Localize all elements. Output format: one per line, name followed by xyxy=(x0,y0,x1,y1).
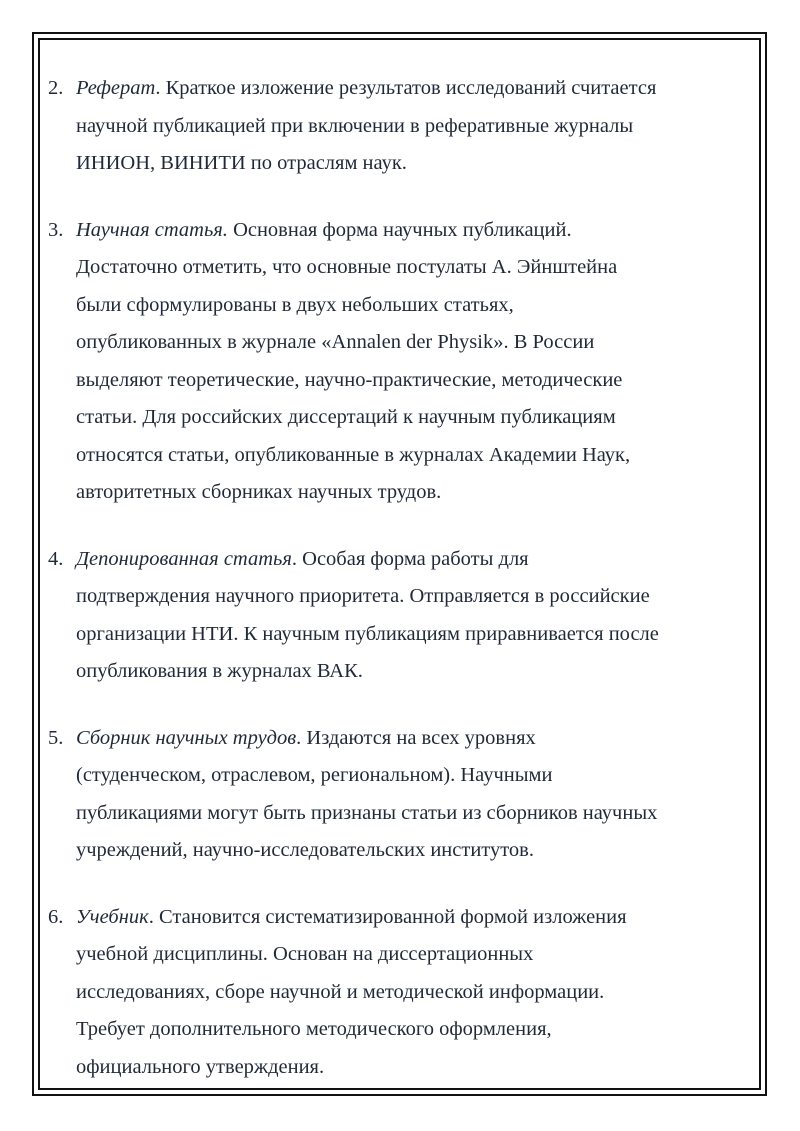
item-line: . Издаются на всех уровнях xyxy=(296,726,536,749)
item-line: авторитетных сборниках научных трудов. xyxy=(76,481,442,503)
item-line: исследованиях, сборе научной и методической информации. xyxy=(76,980,605,1003)
item-line: подтверждения научного приоритета. Отправляется в российские xyxy=(76,585,650,607)
item-term: Учебник xyxy=(76,905,149,928)
item-number: 6. xyxy=(48,905,64,928)
item-term: Реферат xyxy=(76,77,156,99)
list-item xyxy=(48,720,728,870)
item-line: организации НТИ. К научным публикациям приравнивается после xyxy=(76,622,659,645)
item-line: . Становится систематизированной формой изложения xyxy=(148,905,627,928)
item-line: учреждений, научно-исследовательских институтов. xyxy=(76,839,534,861)
item-number: 5. xyxy=(48,726,64,749)
item-line: (студенческом, отраслевом, региональном). Научными xyxy=(76,764,553,786)
item-line: учебной дисциплины. Основан на диссертационных xyxy=(76,943,534,965)
item-line: статьи. Для российских диссертаций к научным публикациям xyxy=(76,406,616,428)
item-line: Достаточно отметить, что основные постулаты А. Эйнштейна xyxy=(76,256,618,278)
item-line: . Особая форма работы для xyxy=(291,547,529,570)
list-item xyxy=(48,899,728,1087)
list-item xyxy=(48,70,728,183)
item-text xyxy=(76,541,728,691)
item-line: были сформулированы в двух небольших статьях, xyxy=(76,293,514,316)
item-line: опубликования в журналах ВАК. xyxy=(76,660,363,682)
item-line: официального утверждения. xyxy=(76,1055,325,1078)
item-line: Требует дополнительного методического оформления, xyxy=(76,1018,552,1040)
item-line: научной публикацией при включении в реферативные журналы xyxy=(76,114,634,137)
item-text xyxy=(76,899,728,1087)
item-term: Сборник научных трудов xyxy=(76,726,297,749)
list-item xyxy=(48,212,728,512)
item-term: Научная статья. xyxy=(76,218,228,241)
item-text xyxy=(76,212,728,512)
item-number: 3. xyxy=(48,218,64,241)
item-line: ИНИОН, ВИНИТИ по отраслям наук. xyxy=(76,152,407,174)
item-line: Основная форма научных публикаций. xyxy=(227,218,572,241)
item-term: Депонированная статья xyxy=(76,547,292,570)
document-body xyxy=(48,70,728,1115)
item-number: 4. xyxy=(48,547,64,570)
item-line: опубликованных в журнале «Annalen der Physik». В России xyxy=(76,331,595,353)
item-number: 2. xyxy=(48,77,64,99)
item-line: публикациями могут быть признаны статьи из сборников научных xyxy=(76,801,658,824)
item-text xyxy=(76,70,728,183)
item-line: выделяют теоретические, научно-практические, методические xyxy=(76,368,623,391)
item-text xyxy=(76,720,728,870)
item-line: относятся статьи, опубликованные в журналах Академии Наук, xyxy=(76,443,631,466)
item-line: . Краткое изложение результатов исследований считается xyxy=(155,77,657,99)
list-item xyxy=(48,541,728,691)
